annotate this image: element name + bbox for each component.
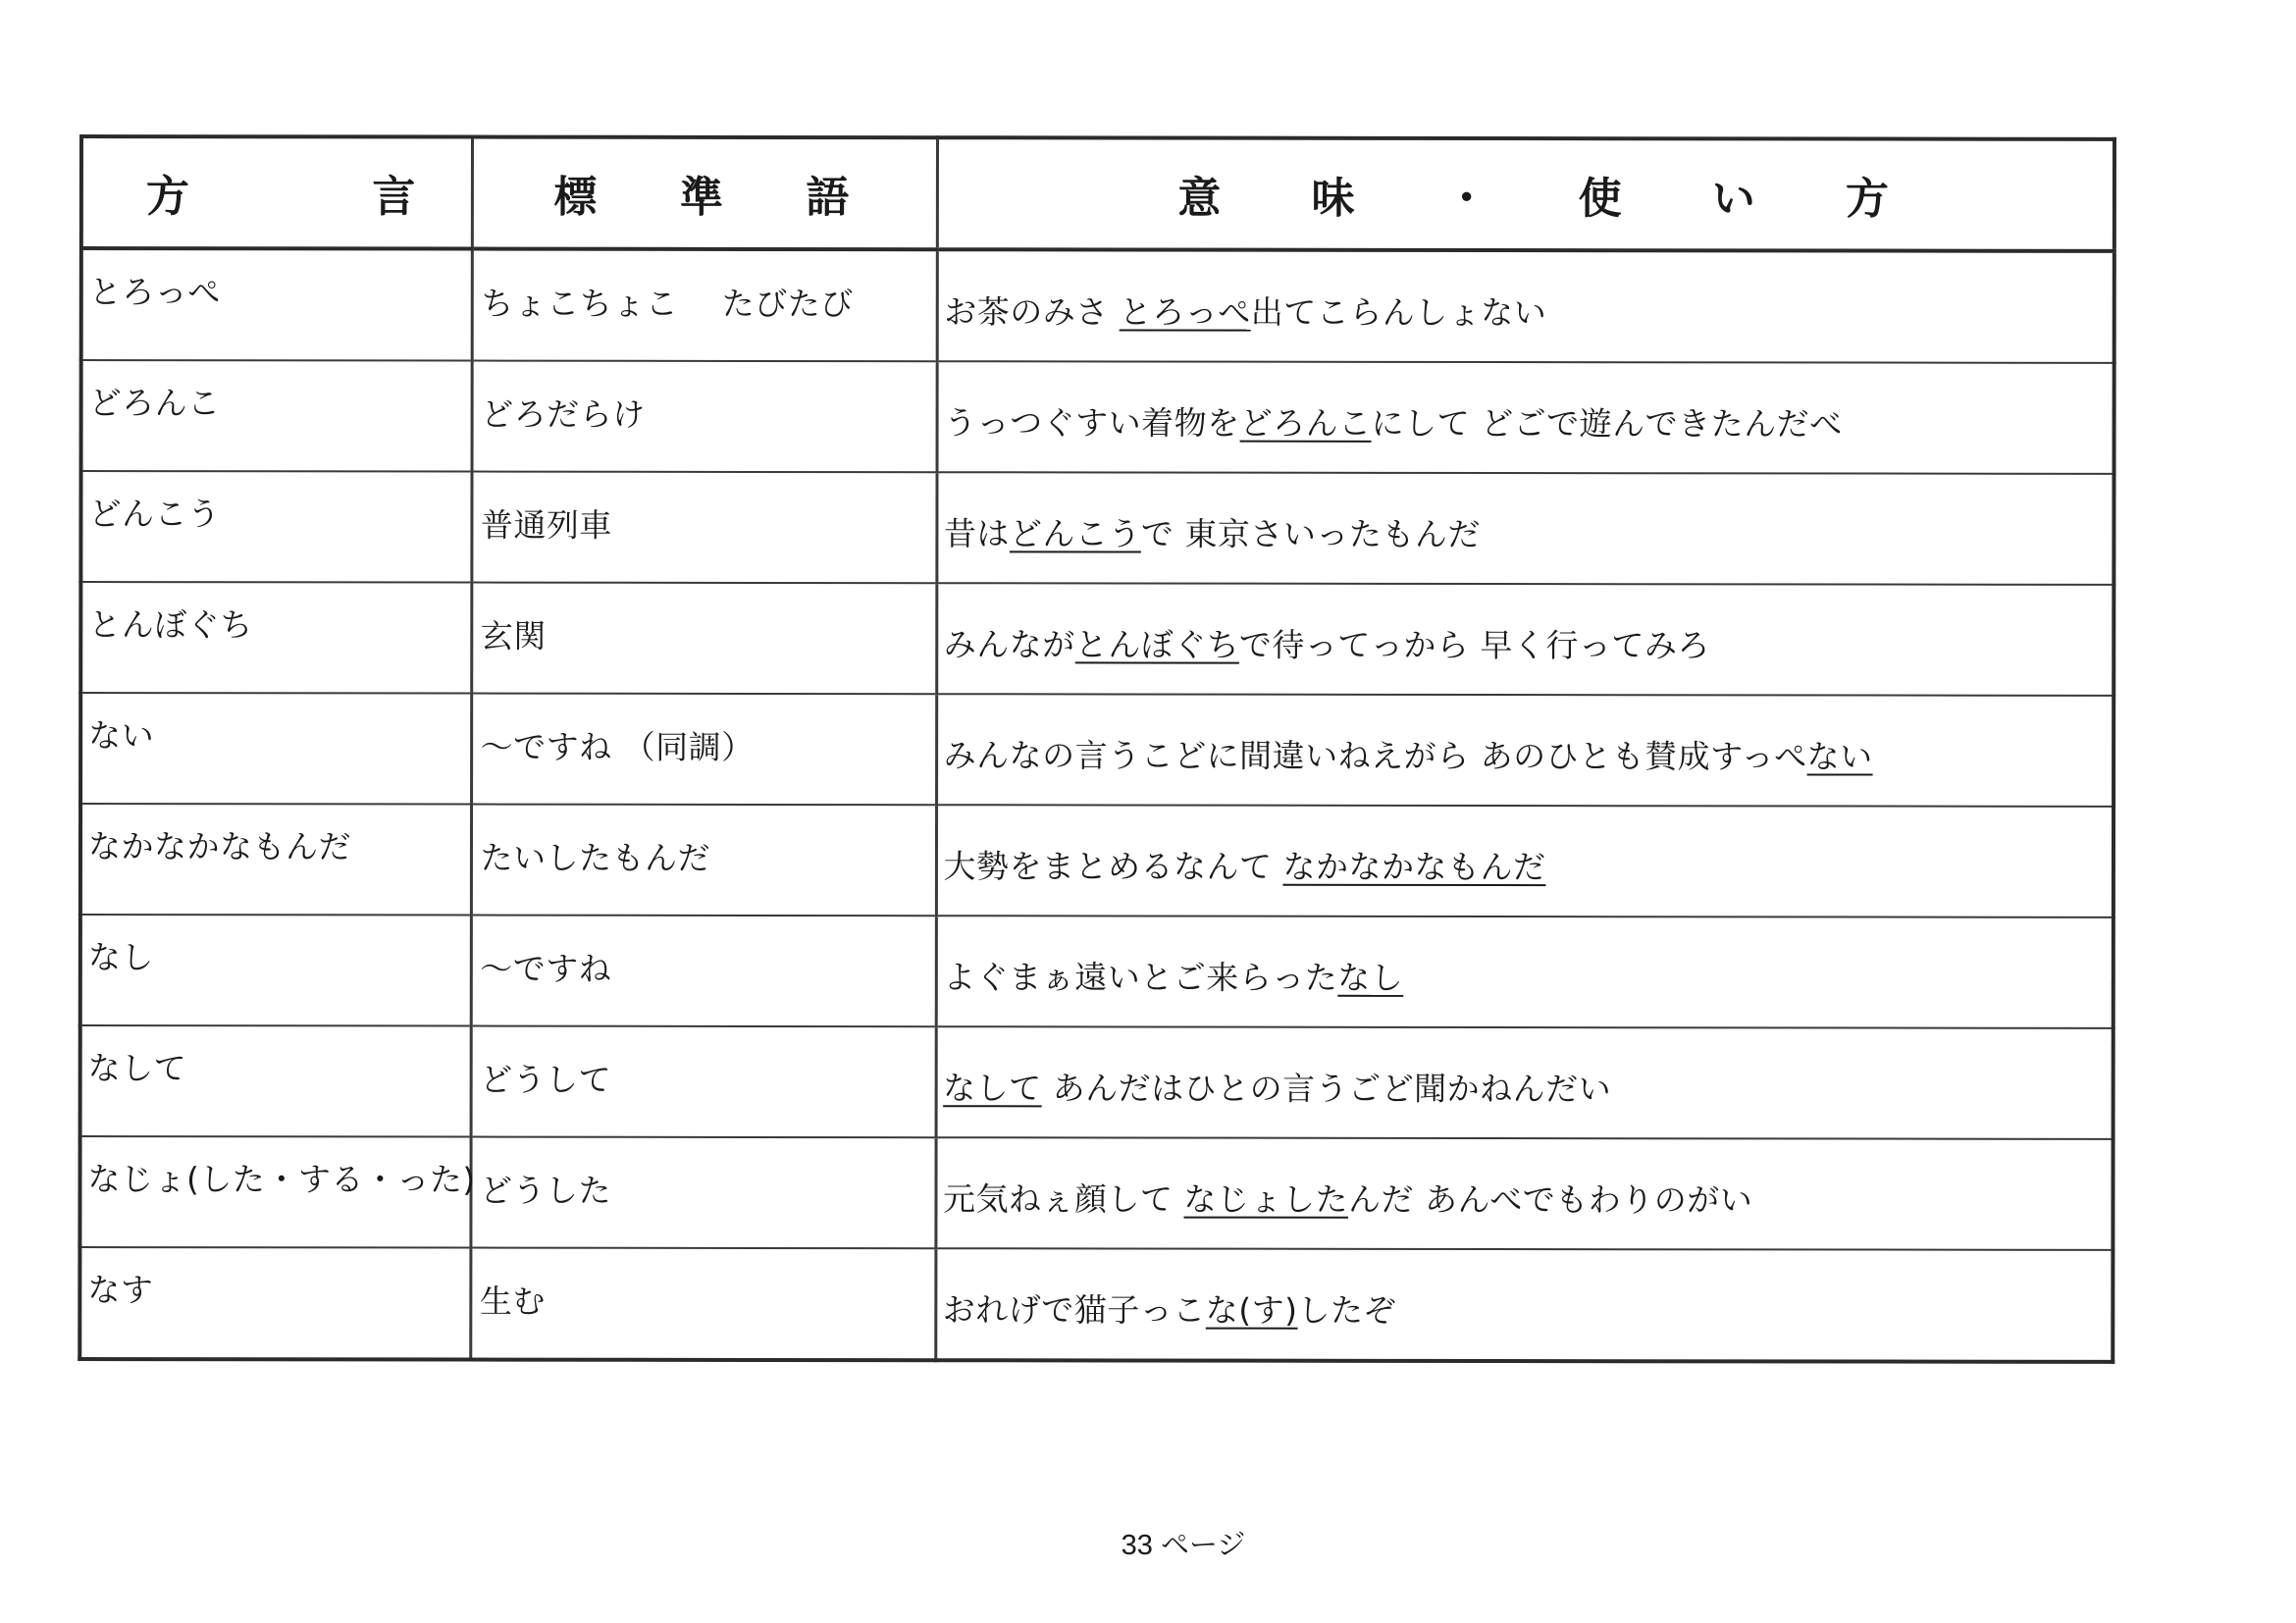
dialect-word-cell bbox=[80, 1025, 471, 1137]
standard-word: 生む bbox=[479, 1282, 546, 1321]
usage-emphasis: とろっぺ bbox=[1119, 292, 1251, 332]
standard-word: 普通列車 bbox=[480, 505, 612, 545]
dialect-word: ない bbox=[88, 716, 155, 756]
standard-word-cell bbox=[471, 694, 936, 806]
header-char: い bbox=[1711, 174, 1755, 225]
table-row bbox=[80, 804, 2113, 917]
standard-word-cell bbox=[472, 249, 937, 362]
usage-example-cell bbox=[937, 249, 2114, 363]
dialect-word: なす bbox=[87, 1271, 154, 1310]
usage-text: おれげで猫子っこ bbox=[942, 1290, 1206, 1330]
usage-text: 大勢をまとめるなんて bbox=[943, 847, 1283, 886]
standard-word: ～ですね bbox=[480, 949, 612, 988]
dialect-word: なし bbox=[87, 938, 154, 977]
usage-text: みんなが bbox=[943, 625, 1075, 664]
header-char: 語 bbox=[806, 173, 850, 224]
dialect-word: とろっぺ bbox=[88, 273, 221, 312]
dialect-word: どんこう bbox=[88, 495, 221, 534]
dialect-word-cell bbox=[80, 804, 471, 916]
standard-word: ちょこちょこ たびたび bbox=[481, 284, 854, 324]
dialect-word: なして bbox=[87, 1049, 187, 1088]
standard-word: どうした bbox=[479, 1171, 612, 1210]
usage-text: あんだはひとの言うごど聞かねんだい bbox=[1041, 1069, 1612, 1109]
usage-emphasis: なかなかなもんだ bbox=[1282, 847, 1546, 887]
usage-example bbox=[938, 508, 2113, 556]
table-row bbox=[79, 1247, 2113, 1362]
usage-example-cell bbox=[936, 583, 2113, 696]
usage-example-cell bbox=[936, 472, 2113, 585]
usage-emphasis: なじょした bbox=[1183, 1179, 1349, 1219]
standard-word-cell bbox=[471, 472, 936, 584]
header-char: 味 bbox=[1311, 173, 1355, 224]
dialect-word-cell bbox=[79, 1247, 470, 1360]
header-char: 準 bbox=[679, 172, 723, 223]
usage-text: したぞ bbox=[1297, 1290, 1397, 1330]
dialect-word-cell bbox=[81, 360, 472, 472]
usage-text: お茶のみさ bbox=[944, 292, 1120, 332]
standard-word: 玄関 bbox=[480, 616, 547, 655]
table-row bbox=[81, 248, 2114, 363]
usage-example bbox=[937, 1174, 2112, 1222]
header-dialect bbox=[81, 136, 472, 249]
dialect-word-cell bbox=[80, 471, 471, 583]
header-usage bbox=[937, 137, 2114, 251]
standard-word-cell bbox=[472, 361, 937, 473]
usage-text: 出てこらんしょない bbox=[1250, 292, 1547, 333]
usage-example-cell bbox=[935, 1248, 2113, 1362]
standard-word: たいしたもんだ bbox=[480, 838, 710, 877]
dialect-word: どろんこ bbox=[88, 384, 221, 423]
usage-emphasis: ない bbox=[1806, 737, 1873, 776]
standard-word-cell bbox=[471, 805, 936, 916]
usage-emphasis: なし bbox=[1337, 958, 1404, 997]
dialect-word: なじょ(した・する・った) bbox=[87, 1160, 476, 1199]
header-char: ・ bbox=[1444, 173, 1488, 225]
standard-word: どろだらけ bbox=[481, 394, 646, 434]
page-number: 33 ページ bbox=[1121, 1530, 1246, 1561]
usage-text: 昔は bbox=[943, 514, 1010, 553]
usage-example-cell bbox=[936, 916, 2113, 1028]
usage-example-cell bbox=[936, 805, 2113, 917]
usage-example-cell bbox=[937, 361, 2114, 474]
usage-text: うっつぐすい着物を bbox=[944, 403, 1240, 443]
table-header-row bbox=[81, 136, 2114, 251]
header-char: 使 bbox=[1578, 174, 1622, 225]
usage-text: で 東京さいったもんだ bbox=[1140, 514, 1481, 553]
usage-example bbox=[937, 952, 2112, 1000]
dialect-word: なかなかなもんだ bbox=[87, 827, 352, 866]
usage-text: よぐまぁ遠いとご来らった bbox=[943, 958, 1338, 997]
standard-word: どうして bbox=[480, 1060, 612, 1099]
usage-example bbox=[938, 730, 2113, 778]
usage-text: んだ あんべでもわりのがい bbox=[1347, 1179, 1753, 1220]
standard-word-cell bbox=[470, 1137, 935, 1249]
standard-word-cell bbox=[471, 1026, 936, 1138]
header-char: 標 bbox=[553, 172, 598, 223]
usage-example bbox=[938, 397, 2113, 445]
table-row bbox=[80, 1025, 2113, 1139]
header-char: 意 bbox=[1177, 173, 1222, 224]
dialect-word-cell bbox=[80, 693, 471, 805]
usage-emphasis: どんこう bbox=[1009, 514, 1141, 553]
usage-example-cell bbox=[936, 694, 2113, 807]
usage-emphasis: とんぼぐち bbox=[1074, 625, 1239, 664]
usage-example bbox=[937, 1063, 2112, 1111]
table-row bbox=[80, 582, 2113, 696]
dialect-word-cell bbox=[80, 915, 471, 1026]
usage-example bbox=[938, 287, 2113, 335]
usage-example bbox=[937, 841, 2112, 889]
usage-text: 元気ねぇ顔して bbox=[942, 1179, 1184, 1219]
dialect-table bbox=[78, 134, 2116, 1364]
usage-example-cell bbox=[936, 1026, 2113, 1139]
dialect-word-cell bbox=[79, 1136, 476, 1248]
standard-word-cell bbox=[471, 916, 936, 1027]
header-char: 方 bbox=[1845, 174, 1889, 225]
table-row bbox=[81, 360, 2114, 474]
standard-word-cell bbox=[471, 583, 936, 695]
usage-text: で待ってっから 早く行ってみろ bbox=[1238, 625, 1710, 665]
table-row bbox=[80, 471, 2113, 585]
table-row bbox=[80, 693, 2113, 807]
usage-example-cell bbox=[935, 1137, 2113, 1250]
usage-emphasis: なして bbox=[943, 1069, 1042, 1108]
table-row bbox=[80, 915, 2113, 1028]
table-row bbox=[79, 1136, 2113, 1250]
dialect-word-cell bbox=[81, 248, 472, 361]
usage-example bbox=[938, 619, 2113, 667]
dialect-word: とんぼぐち bbox=[88, 605, 253, 645]
usage-text: にして どごで遊んできたんだべ bbox=[1371, 403, 1843, 444]
usage-example bbox=[937, 1284, 2112, 1333]
header-char: 方 bbox=[145, 172, 189, 223]
dialect-word-cell bbox=[80, 582, 471, 694]
header-char: 言 bbox=[372, 172, 416, 223]
standard-word: ～ですね （同調） bbox=[480, 727, 755, 766]
usage-emphasis: な(す) bbox=[1205, 1290, 1298, 1330]
header-standard bbox=[472, 137, 937, 250]
usage-emphasis: どろんこ bbox=[1239, 403, 1372, 443]
usage-text: みんなの言うこどに間違いねえがら あのひとも賛成すっぺ bbox=[943, 736, 1807, 776]
standard-word-cell bbox=[470, 1248, 935, 1361]
